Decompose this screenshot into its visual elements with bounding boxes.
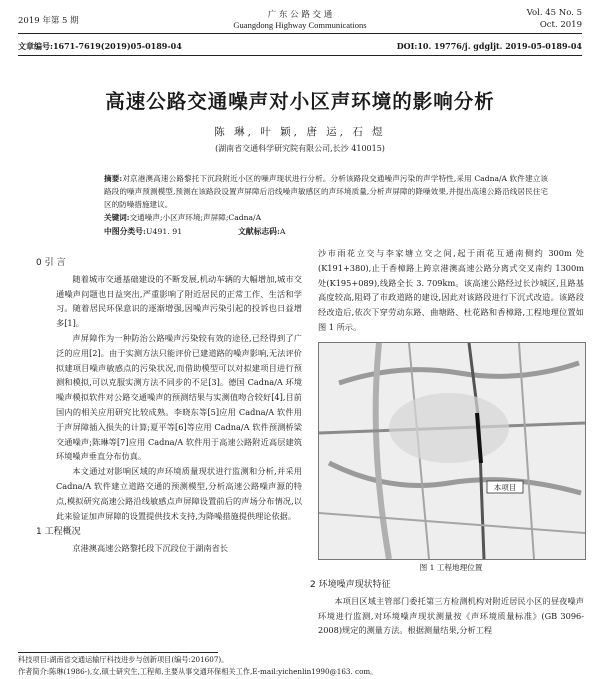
article-number: 文章编号:1671-7619(2019)05-0189-04 (18, 41, 182, 51)
abstract (104, 172, 548, 224)
footnotes (18, 654, 582, 678)
issue-date: Oct. 2019 (539, 20, 582, 30)
map-label: 本项目 (493, 483, 517, 492)
header-rule (18, 33, 582, 34)
doi: DOI:10. 19776/j. gdgljt. 2019-05-0189-04 (396, 41, 582, 51)
map-graphic (319, 343, 585, 559)
clc-label: 中图分类号: (104, 227, 146, 236)
abstract-text: 对京港澳高速公路黎托下沉段附近小区的噪声现状进行分析。分析该路段交通噪声污染的声学特性,采用 Cadna/A 软件建立该路段的噪声预测模型,预测在该路段设置声屏障后沿线噪声敏感区的声环境质量,分析声屏障的降噪效果,并提出高速公路沿线居民住宅区的防噪措施建议。 (104, 174, 548, 209)
section-1-heading: 1 工程概况 (36, 527, 81, 538)
section-2-heading: 2 环境噪声现状特征 (310, 580, 391, 590)
keywords-line (104, 211, 548, 224)
affiliation: (湖南省交通科学研究院有限公司,长沙 410015) (215, 144, 385, 153)
urban-area (389, 393, 509, 463)
project-location-map (318, 342, 586, 560)
volume-number: Vol. 45 No. 5 (526, 8, 582, 18)
abstract-paragraph (104, 172, 548, 211)
right-column-top (318, 246, 584, 335)
journal-name-en: Guangdong Highway Communications (233, 20, 367, 30)
id-rule (18, 55, 582, 56)
issue-label: 2019 年第 5 期 (18, 16, 79, 26)
article-title: 高速公路交通噪声对小区声环境的影响分析 (105, 90, 495, 113)
figure-1-caption: 图 1 工程地理位置 (419, 563, 483, 572)
left-column (36, 254, 302, 556)
fund-footnote: 科技项目:湖南省交通运输厅科技进步与创新项目(编号:201607)。 (18, 655, 229, 664)
author-footnote: 作者简介:陈琳(1986-),女,硕士研究生,工程师,主要从事交通环保相关工作,E-mail:yichenlin1990@163. com。 (18, 667, 378, 676)
author-list: 陈 琳, 叶 颖, 唐 运, 石 煜 (214, 126, 386, 138)
code-label: 文献标志码: (238, 227, 280, 236)
intro-paragraph-1: 随着城市交通基础建设的不断发展,机动车辆的大幅增加,城市交通噪声问题也日益突出,严重影响了附近居民的正常工作、生活和学习。随着居民环保意识的逐渐增强,因噪声污染引起的投诉也日益增多[1]。 (56, 273, 302, 329)
section-0-heading: 0 引 言 (36, 258, 66, 268)
clc-number: U491. 91 (145, 227, 183, 236)
intro-paragraph-2: 声屏障作为一种防治公路噪声污染较有效的途径,已经得到了广泛的应用[2]。由于实测方法只能评价已建道路的噪声影响,无法评价拟建项目噪声敏感点的污染状况,而借助模型可以对拟建项目进行预测和模拟,可以克服实测方法不同步的不足[3]。德国 Cadna/A 环境噪声模拟软件对公路交通噪声的预测结果与实测值吻合较好[4],目前国内的相关应用研究比较成熟。李晓东等[5]应用 Cadna/A 软件用于声屏障插入损失的计算;夏平等[6]等应用 Cadna/A 软件预测桥梁交通噪声;陈琳等[7]应用 Cadna/A 软件用于高速公路附近高层建筑环境噪声垂直分布仿真。 (56, 332, 302, 462)
overview-paragraph-continued: 沙市雨花立交与李家塘立交之间,起于雨花互通南侧约 300m 处(K191+380),止于香樟路上跨京港澳高速公路分离式交叉南约 1300m 处(K195+089),线路全长 3. 709km。该高速公路经过长沙城区,且路基高度较高,阻碍了市政道路的建设,因此对该路段进行下沉式改造。该路段经改造后,依次下穿劳动东路、曲塘路、杜花路和香樟路,工程地理位置如图 1 所示。 (318, 248, 584, 332)
footnote-rule (18, 652, 218, 653)
classification-line (104, 226, 182, 237)
right-column-bottom (310, 576, 584, 638)
document-code-line (238, 226, 286, 237)
noise-status-paragraph: 本项目区域主管部门委托第三方检测机构对附近居民小区的昼夜噪声环境进行监测,对环境噪声现状测量按《声环境质量标准》(GB 3096-2008)规定的测量方法。根据测量结果,分析工程 (318, 595, 584, 636)
keywords-label: 关键词: (104, 213, 130, 222)
abstract-label: 摘要: (104, 174, 123, 183)
keywords-text: 交通噪声;小区声环境;声屏障;Cadna/A (129, 213, 262, 222)
overview-paragraph-1: 京港澳高速公路黎托段下沉段位于湖南省长 (72, 543, 228, 554)
intro-paragraph-3: 本文通过对影响区域的声环境质量现状进行监测和分析,并采用 Cadna/A 软件建立道路交通的预测模型,分析高速公路噪声源的特点,模拟研究高速公路沿线敏感点声屏障设置前后的声场分布情况,以此来验证加声屏障的设置提供技术支持,为降噪措施提供理论依据。 (56, 466, 302, 521)
journal-name-cn: 广 东 公 路 交 通 (267, 10, 333, 20)
document-code: A (279, 227, 286, 236)
